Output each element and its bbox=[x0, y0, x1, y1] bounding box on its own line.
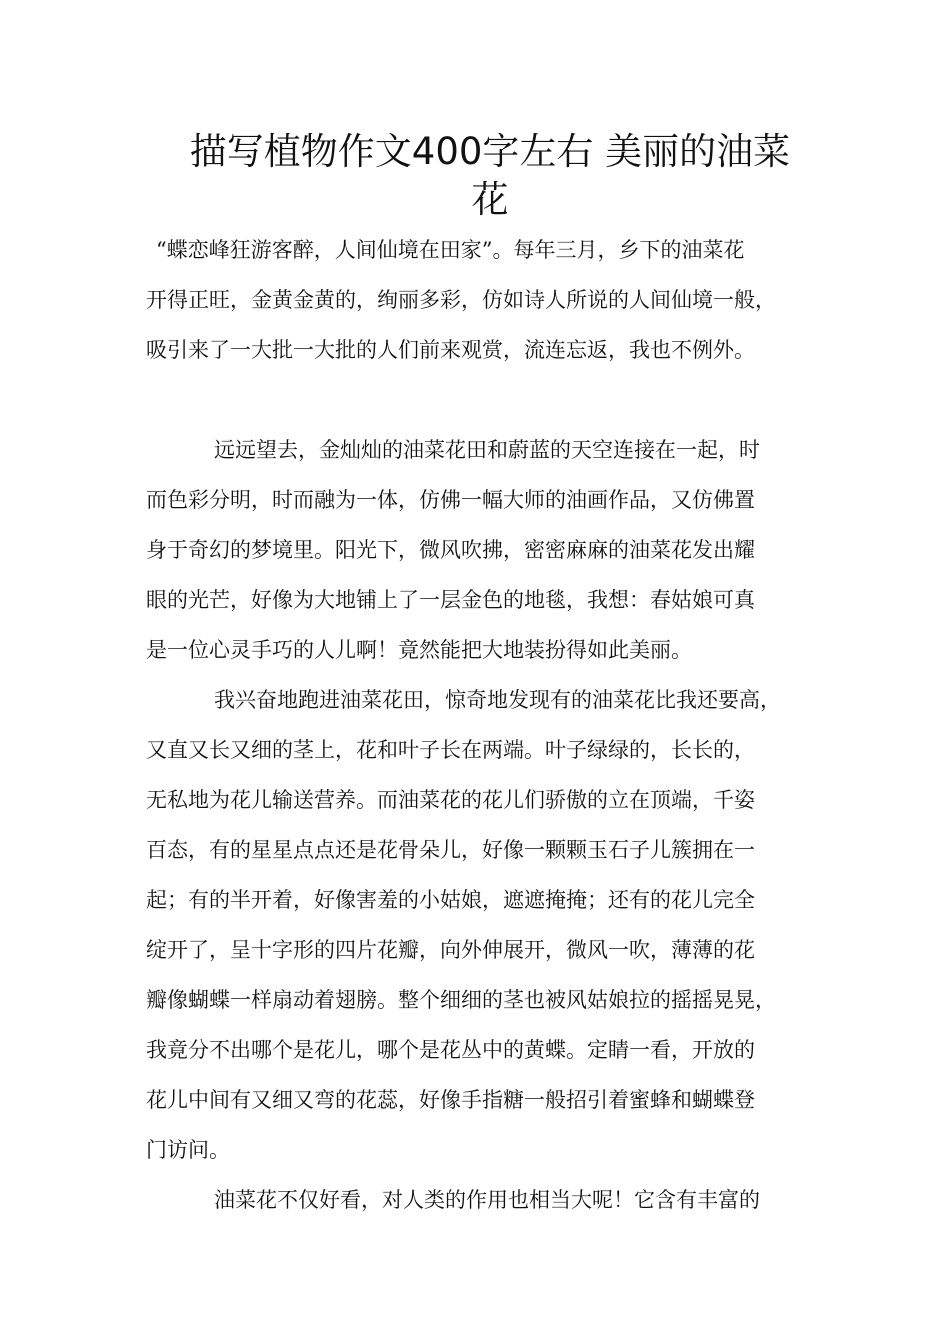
text-line: 而色彩分明，时而融为一体，仿佛一幅大师的油画作品，又仿佛置 bbox=[146, 488, 755, 512]
title-line-2: 花 bbox=[471, 178, 509, 221]
text-line: 开得正旺，金黄金黄的，绚丽多彩，仿如诗人所说的人间仙境一般， bbox=[146, 288, 776, 312]
text-line: “蝶恋峰狂游客醉，人间仙境在田家”。每年三月，乡下的油菜花 bbox=[156, 238, 745, 262]
text-line: 远远望去，金灿灿的油菜花田和蔚蓝的天空连接在一起，时 bbox=[214, 438, 760, 462]
text-line: 起；有的半开着，好像害羞的小姑娘，遮遮掩掩；还有的花儿完全 bbox=[146, 888, 755, 912]
text-line: 身于奇幻的梦境里。阳光下，微风吹拂，密密麻麻的油菜花发出耀 bbox=[146, 538, 755, 562]
text-line: 是一位心灵手巧的人儿啊！竟然能把大地装扮得如此美丽。 bbox=[146, 638, 692, 662]
document-title bbox=[100, 128, 880, 224]
text-line: 吸引来了一大批一大批的人们前来观赏，流连忘返，我也不例外。 bbox=[146, 338, 755, 362]
text-line: 百态，有的星星点点还是花骨朵儿，好像一颗颗玉石子儿簇拥在一 bbox=[146, 838, 755, 862]
text-line: 眼的光芒，好像为大地铺上了一层金色的地毯，我想：春姑娘可真 bbox=[146, 588, 755, 612]
text-line: 门访问。 bbox=[146, 1138, 230, 1162]
text-line: 花儿中间有又细又弯的花蕊，好像手指糖一般招引着蜜蜂和蝴蝶登 bbox=[146, 1088, 755, 1112]
text-line: 无私地为花儿输送营养。而油菜花的花儿们骄傲的立在顶端，千姿 bbox=[146, 788, 755, 812]
title-line-1: 描写植物作文400字左右 美丽的油菜 bbox=[189, 130, 791, 173]
text-line: 瓣像蝴蝶一样扇动着翅膀。整个细细的茎也被风姑娘拉的摇摇晃晃， bbox=[146, 988, 776, 1012]
text-line: 我兴奋地跑进油菜花田，惊奇地发现有的油菜花比我还要高， bbox=[214, 688, 781, 712]
text-line: 绽开了，呈十字形的四片花瓣，向外伸展开，微风一吹，薄薄的花 bbox=[146, 938, 755, 962]
text-line: 油菜花不仅好看，对人类的作用也相当大呢！它含有丰富的 bbox=[214, 1188, 760, 1212]
text-line: 又直又长又细的茎上，花和叶子长在两端。叶子绿绿的，长长的， bbox=[146, 738, 755, 762]
text-line: 我竟分不出哪个是花儿，哪个是花丛中的黄蝶。定睛一看，开放的 bbox=[146, 1038, 755, 1062]
